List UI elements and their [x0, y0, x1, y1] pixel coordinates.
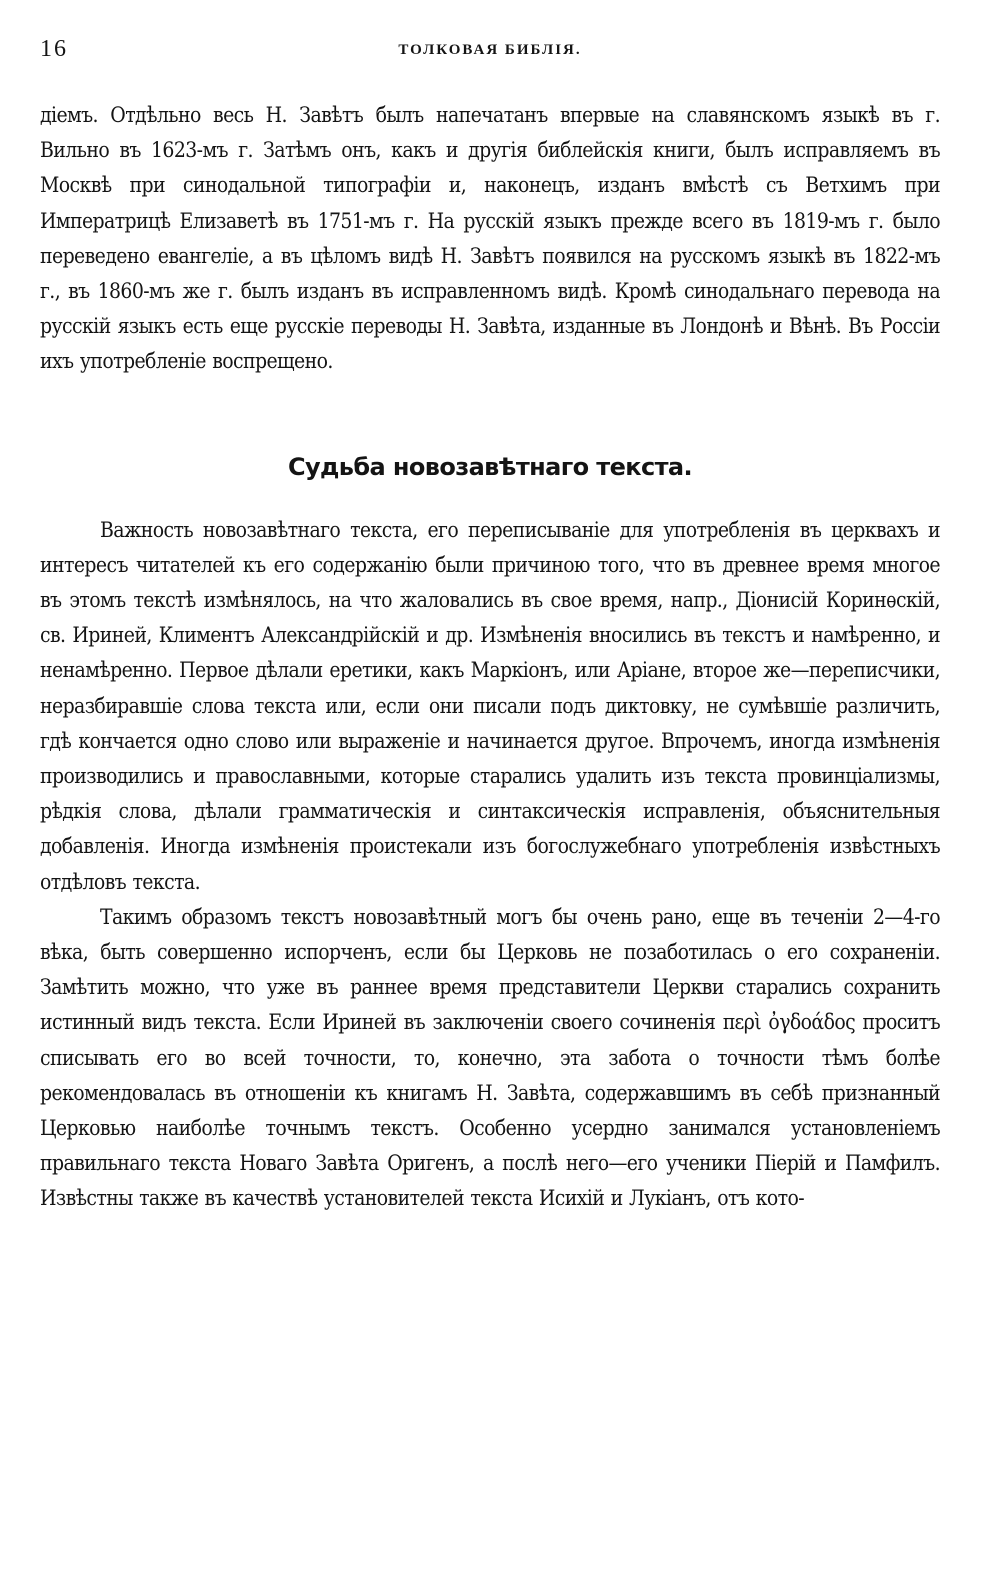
running-title: ТОЛКОВАЯ БИБЛІЯ.	[398, 42, 582, 58]
section-heading: Судьба новозавѣтнаго текста.	[287, 452, 693, 481]
book-page	[40, 30, 940, 1560]
paragraph-text-preservation: Такимъ образомъ текстъ новозавѣтный могъ бы очень рано, еще въ теченіи 2—4-го вѣка, быть совершенно испорченъ, если бы Церковь не позаботилась о его сохраненіи. Замѣтить можно, что уже въ раннее время представители Церкви старались сохранить истинный видъ текста. Если Ириней въ заключеніи своего сочиненія περὶ ὀγδοάδος проситъ списывать его во всей точности, то, конечно, эта забота о точности тѣмъ болѣе рекомендовалась въ отношеніи къ книгамъ Н. Завѣта, содержавшимъ въ себѣ признанный Церковью наиболѣе точнымъ текстъ. Особенно усердно занимался установленіемъ правильнаго текста Новаго Завѣта Оригенъ, а послѣ него—его ученики Піерій и Памфилъ. Извѣстны также въ качествѣ установителей текста Исихій и Лукіанъ, отъ кото-	[40, 904, 940, 1211]
running-head	[40, 30, 940, 74]
paragraph-continuation: діемъ. Отдѣльно весь Н. Завѣтъ былъ напечатанъ впервые на славянскомъ языкѣ въ г. Вильно въ 1623-мъ г. Затѣмъ онъ, какъ и другія библейскія книги, былъ исправляемъ въ Москвѣ при синодальной типографіи и, наконецъ, изданъ вмѣстѣ съ Ветхимъ при Императрицѣ Елизаветѣ въ 1751-мъ г. На русскій языкъ прежде всего въ 1819-мъ г. было переведено евангеліе, а въ цѣломъ видѣ Н. Завѣтъ появился на русскомъ языкѣ въ 1822-мъ г., въ 1860-мъ же г. былъ изданъ въ исправленномъ видѣ. Кромѣ синодальнаго перевода на русскій языкъ есть еще русскіе переводы Н. Завѣта, изданные въ Лондонѣ и Вѣнѣ. Въ Россіи ихъ употребленіе воспрещено.	[40, 103, 940, 374]
paragraph-text-corruption: Важность новозавѣтнаго текста, его переписываніе для употребленія въ церквахъ и интересъ читателей къ его содержанію были причиною того, что въ древнее время многое въ этомъ текстѣ измѣнялось, на что жаловались въ свое время, напр., Діонисій Коринѳскій, св. Ириней, Климентъ Александрійскій и др. Измѣненія вносились въ текстъ и намѣренно, и ненамѣренно. Первое дѣлали еретики, какъ Маркіонъ, или Аріане, второе же—переписчики, неразбиравшіе слова текста или, если они писали подъ диктовку, не сумѣвшіе различить, гдѣ кончается одно слово или выраженіе и начинается другое. Впрочемъ, иногда измѣненія производились и православными, которые старались удалить изъ текста провинціализмы, рѣдкія слова, дѣлали грамматическія и синтаксическія исправленія, объяснительныя добавленія. Иногда измѣненія проистекали изъ богослужебнаго употребленія извѣстныхъ отдѣловъ текста.	[40, 517, 940, 894]
page-number: 16	[40, 36, 68, 62]
